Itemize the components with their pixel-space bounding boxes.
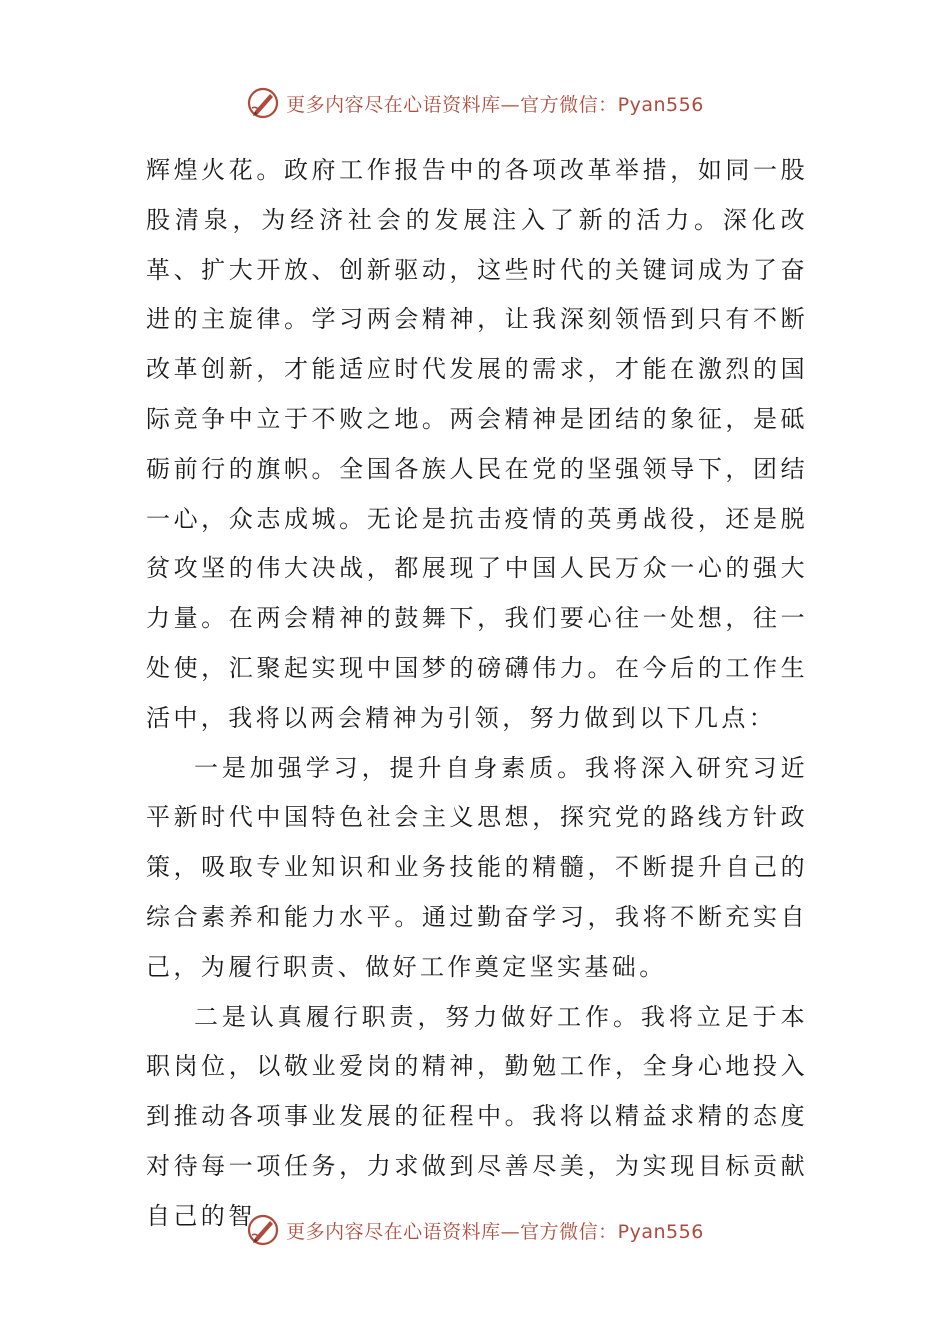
watermark-main: 更多内容尽在心语资料库—官方微信： bbox=[286, 1220, 618, 1243]
footer-watermark bbox=[0, 1210, 950, 1250]
paragraph-point-two: 二是认真履行职责，努力做好工作。我将立足于本职岗位，以敬业爱岗的精神，勤勉工作，全身心地投入到推动各项事业发展的征程中。我将以精益求精的态度对待每一项任务，力求做到尽善尽美，为实现目标贡献自己的智 bbox=[146, 1002, 808, 1230]
pen-circle-logo-icon bbox=[246, 86, 280, 120]
paragraph-point-one: 一是加强学习，提升自身素质。我将深入研究习近平新时代中国特色社会主义思想，探究党的路线方针政策，吸取专业知识和业务技能的精髓，不断提升自己的综合素养和能力水平。通过勤奋学习，我将不断充实自己，为履行职责、做好工作奠定坚实基础。 bbox=[146, 753, 808, 981]
watermark-wechat-id: Pyan556 bbox=[617, 1220, 704, 1243]
pen-circle-logo-icon bbox=[246, 1213, 280, 1247]
watermark-wechat-id: Pyan556 bbox=[617, 93, 704, 116]
watermark-text bbox=[286, 90, 704, 117]
watermark-main: 更多内容尽在心语资料库—官方微信： bbox=[286, 93, 618, 116]
header-watermark bbox=[0, 83, 950, 123]
document-body bbox=[146, 146, 808, 1242]
paragraph-continued: 辉煌火花。政府工作报告中的各项改革举措，如同一股股清泉，为经济社会的发展注入了新的活力。深化改革、扩大开放、创新驱动，这些时代的关键词成为了奋进的主旋律。学习两会精神，让我深刻领悟到只有不断改革创新，才能适应时代发展的需求，才能在激烈的国际竞争中立于不败之地。两会精神是团结的象征，是砥砺前行的旗帜。全国各族人民在党的坚强领导下，团结一心，众志成城。无论是抗击疫情的英勇战役，还是脱贫攻坚的伟大决战，都展现了中国人民万众一心的强大力量。在两会精神的鼓舞下，我们要心往一处想，往一处使，汇聚起实现中国梦的磅礴伟力。在今后的工作生活中，我将以两会精神为引领，努力做到以下几点： bbox=[146, 156, 808, 732]
watermark-text bbox=[286, 1217, 704, 1244]
